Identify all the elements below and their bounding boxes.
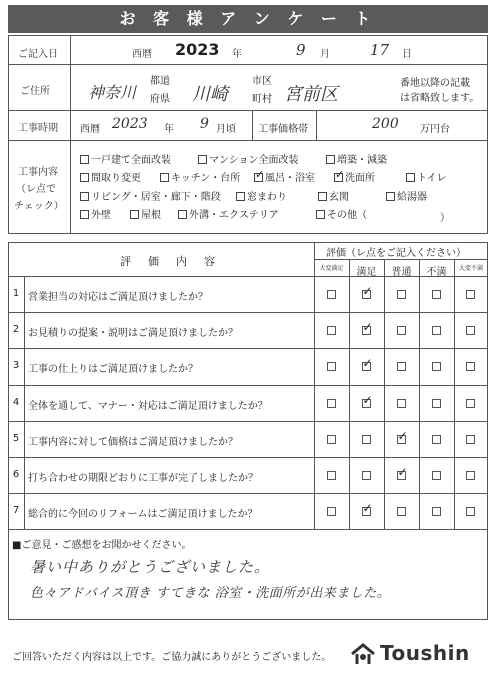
other-close-paren: ）: [440, 213, 450, 224]
work-option[interactable]: [178, 206, 279, 221]
work-period-year-unit: 年: [164, 124, 174, 135]
fill-date-year: 2023: [175, 40, 220, 59]
rating-checkbox[interactable]: [327, 399, 336, 408]
rating-checkbox[interactable]: [327, 435, 336, 444]
rating-checkbox[interactable]: [466, 471, 475, 480]
work-option[interactable]: [80, 206, 111, 221]
rating-checkbox[interactable]: [466, 290, 475, 299]
rating-checkbox[interactable]: [432, 290, 441, 299]
work-option[interactable]: [254, 169, 315, 184]
work-option[interactable]: [334, 169, 375, 184]
checkbox[interactable]: [406, 173, 415, 182]
rating-checkbox[interactable]: [327, 290, 336, 299]
fill-date-day: 17: [370, 41, 390, 59]
rating-checkbox[interactable]: [397, 290, 406, 299]
rating-checkbox[interactable]: [466, 362, 475, 371]
rating-checkbox[interactable]: [466, 399, 475, 408]
work-option-label: 外壁: [91, 210, 111, 221]
work-option[interactable]: [386, 188, 427, 203]
question-text: お見積りの提案・説明はご満足頂けましたか？: [28, 328, 238, 340]
rating-scale-label: 不満: [426, 267, 447, 278]
rating-checkbox[interactable]: [397, 362, 406, 371]
work-period-year: 2023: [112, 116, 148, 132]
house-logo-icon: [350, 642, 376, 666]
question-number: 4: [12, 396, 20, 408]
rating-checkbox[interactable]: [397, 507, 406, 516]
work-option-label: 増築・減築: [337, 155, 387, 166]
rating-checkbox[interactable]: [397, 326, 406, 335]
question-text: 工事の仕上りはご満足頂けましたか？: [28, 364, 198, 376]
checkbox[interactable]: [198, 155, 207, 164]
rating-checkbox[interactable]: [466, 507, 475, 516]
brand-logo: [350, 640, 490, 670]
rating-checkbox[interactable]: [466, 435, 475, 444]
city-unit-bottom: 町村: [252, 94, 272, 105]
work-content-label-1: 工事内容: [18, 167, 58, 178]
footer-thanks: ご回答いただく内容は以上です。ご協力誠にありがとうございました。: [12, 652, 332, 663]
question-text: 総合的に今回のリフォームはご満足頂けましたか？: [28, 509, 258, 521]
fill-date-year-unit: 年: [232, 49, 242, 60]
work-option-label: 間取り変更: [91, 173, 141, 184]
rating-checkbox[interactable]: [397, 471, 406, 480]
comments-label: ■ご意見・ご感想をお聞かせください。: [12, 540, 192, 551]
work-option-label: 給湯器: [397, 192, 427, 203]
checkbox[interactable]: [80, 173, 89, 182]
question-text: 全体を通して、マナー・対応はご満足頂けましたか？: [28, 400, 268, 412]
work-option-label: 風呂・浴室: [265, 173, 315, 184]
work-option[interactable]: [80, 188, 221, 203]
work-option[interactable]: [318, 188, 349, 203]
fill-date-month-unit: 月: [320, 49, 330, 60]
rating-checkbox[interactable]: [432, 435, 441, 444]
rating-checkbox[interactable]: [362, 290, 371, 299]
work-option-label: 屋根: [141, 210, 161, 221]
rating-checkbox[interactable]: [397, 435, 406, 444]
question-text: 打ち合わせの期限どおりに工事が完了しましたか？: [28, 473, 258, 484]
checkbox[interactable]: [318, 192, 327, 201]
work-option[interactable]: [236, 188, 287, 203]
work-option-label: キッチン・台所: [171, 173, 241, 184]
price-range-value: 200: [372, 116, 399, 132]
work-option-label: 窓まわり: [247, 192, 287, 203]
work-period-label: 工事時期: [18, 123, 58, 134]
question-number: 6: [12, 469, 20, 480]
rating-scale-label: 大変不満: [458, 265, 483, 272]
work-option[interactable]: [316, 206, 367, 221]
address-city: 川崎: [192, 84, 228, 105]
rating-checkbox[interactable]: [362, 435, 371, 444]
rating-checkbox[interactable]: [362, 399, 371, 408]
price-range-label: 工事価格帯: [258, 124, 308, 135]
rating-checkbox[interactable]: [327, 507, 336, 516]
rating-checkbox[interactable]: [327, 362, 336, 371]
work-option[interactable]: [406, 169, 447, 184]
fill-date-label: ご記入日: [18, 49, 58, 60]
evaluation-rating-header: 評価（レ点をご記入ください）: [326, 248, 466, 259]
rating-scale-label: 大変満足: [319, 265, 344, 272]
comment-line-1: 暑い中ありがとうございました。: [30, 558, 271, 576]
work-option-label: リビング・居室・廊下・階段: [91, 192, 221, 203]
evaluation-content-header: 評 価 内 容: [120, 255, 218, 268]
checkbox[interactable]: [334, 173, 343, 182]
work-option-label: 玄関: [329, 192, 349, 203]
checkbox[interactable]: [178, 210, 187, 219]
work-option[interactable]: [326, 151, 387, 166]
checkbox[interactable]: [326, 155, 335, 164]
question-text: 工事内容に対して価格はご満足頂けましたか？: [28, 436, 238, 448]
survey-title: お 客 様 ア ン ケ ー ト: [8, 5, 488, 33]
work-option-label: マンション全面改装: [209, 155, 299, 166]
checkbox[interactable]: [316, 210, 325, 219]
question-number: 7: [12, 505, 20, 517]
work-option[interactable]: [160, 169, 240, 184]
question-text: 営業担当の対応はご満足頂けましたか？: [28, 292, 208, 303]
checkbox[interactable]: [386, 192, 395, 201]
work-option-label: 一戸建て全面改装: [91, 155, 171, 166]
prefecture-unit-top: 都道: [150, 76, 170, 87]
work-option[interactable]: [198, 151, 299, 166]
question-number: 2: [12, 324, 20, 336]
fill-date-month: 9: [296, 41, 306, 59]
checkbox[interactable]: [236, 192, 245, 201]
rating-checkbox[interactable]: [397, 399, 406, 408]
checkbox[interactable]: [80, 155, 89, 164]
address-note-line2: は省略致します。: [400, 93, 480, 104]
work-period-month-unit: 月頃: [216, 124, 236, 135]
work-option[interactable]: [80, 169, 141, 184]
rating-checkbox[interactable]: [362, 507, 371, 516]
question-number: 3: [12, 360, 20, 372]
city-unit-top: 市区: [252, 76, 272, 87]
rating-checkbox[interactable]: [432, 471, 441, 480]
rating-checkbox[interactable]: [327, 326, 336, 335]
work-option[interactable]: [80, 151, 171, 166]
work-content-label-3: チェック）: [14, 201, 64, 212]
rating-checkbox[interactable]: [432, 399, 441, 408]
rating-checkbox[interactable]: [466, 326, 475, 335]
address-ward: 宮前区: [284, 84, 338, 105]
rating-checkbox[interactable]: [327, 471, 336, 480]
address-note-line1: 番地以降の記載: [400, 78, 470, 89]
work-option[interactable]: [130, 206, 161, 221]
prefecture-unit-bottom: 府県: [150, 94, 170, 105]
rating-checkbox[interactable]: [432, 507, 441, 516]
checkbox[interactable]: [80, 210, 89, 219]
rating-checkbox[interactable]: [432, 326, 441, 335]
question-number: 1: [12, 288, 20, 299]
rating-checkbox[interactable]: [362, 362, 371, 371]
work-period-month: 9: [200, 116, 209, 132]
work-option-label: 洗面所: [345, 173, 375, 184]
question-number: 5: [12, 432, 20, 444]
work-option-label: 外溝・エクステリア: [189, 210, 279, 221]
rating-scale-label: 満足: [356, 267, 377, 278]
price-range-unit: 万円台: [420, 124, 450, 135]
work-content-label-2: （レ点で: [16, 184, 56, 195]
work-option-label: その他（: [327, 210, 367, 221]
fill-date-day-unit: 日: [402, 49, 412, 60]
rating-checkbox[interactable]: [362, 471, 371, 480]
rating-scale-label: 普通: [391, 267, 412, 278]
address-label: ご住所: [20, 86, 50, 97]
fill-date-era: 西暦: [132, 49, 152, 60]
comment-line-2: 色々アドバイス頂き すてきな 浴室・洗面所が出来ました。: [30, 586, 391, 601]
work-option-label: トイレ: [417, 173, 447, 184]
checkbox[interactable]: [130, 210, 139, 219]
checkbox[interactable]: [254, 173, 263, 182]
work-period-era: 西暦: [80, 124, 100, 135]
brand-name: Toushin: [380, 641, 470, 665]
checkbox[interactable]: [80, 192, 89, 201]
rating-checkbox[interactable]: [362, 326, 371, 335]
rating-checkbox[interactable]: [432, 362, 441, 371]
address-prefecture: 神奈川: [88, 83, 137, 102]
checkbox[interactable]: [160, 173, 169, 182]
